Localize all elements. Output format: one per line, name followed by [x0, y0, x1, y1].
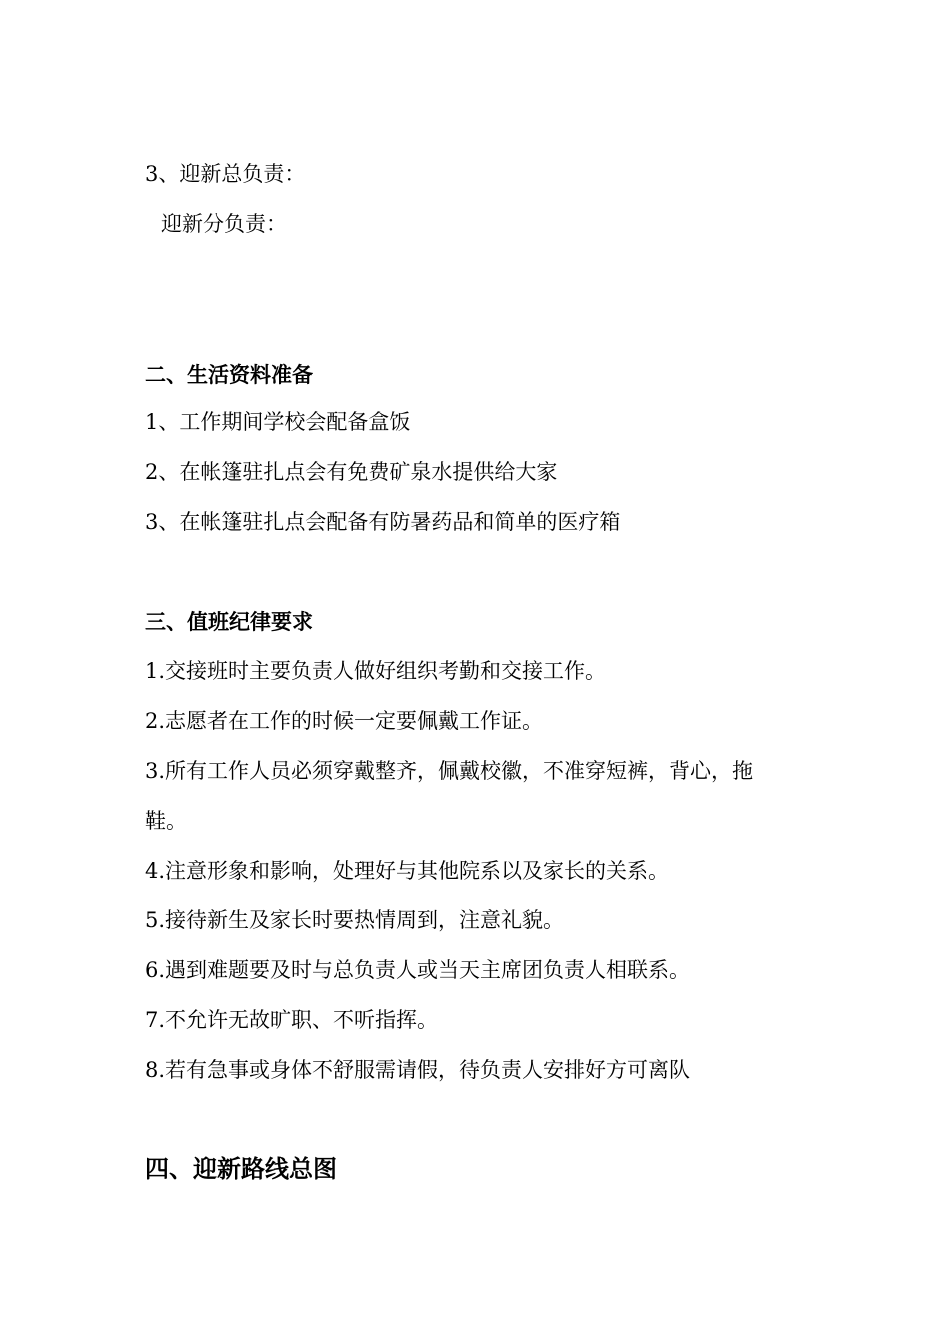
section4-heading: 四、迎新路线总图: [145, 1155, 337, 1183]
section3-item-6: 6.遇到难题要及时与总负责人或当天主席团负责人相联系。: [145, 958, 691, 982]
section3-item-3: 3.所有工作人员必须穿戴整齐，佩戴校徽，不准穿短裤，背心，拖: [145, 759, 754, 783]
section2-item-2: 2、在帐篷驻扎点会有免费矿泉水提供给大家: [145, 460, 558, 484]
section3-item-1: 1.交接班时主要负责人做好组织考勤和交接工作。: [145, 659, 607, 683]
section2-item-1: 1、工作期间学校会配备盒饭: [145, 410, 411, 434]
section3-item-8: 8.若有急事或身体不舒服需请假，待负责人安排好方可离队: [145, 1058, 691, 1082]
section1-item-3: 3、迎新总负责：: [145, 162, 306, 186]
section3-item-5: 5.接待新生及家长时要热情周到，注意礼貌。: [145, 908, 565, 932]
section2-heading: 二、生活资料准备: [145, 363, 313, 387]
section3-item-4: 4.注意形象和影响，处理好与其他院系以及家长的关系。: [145, 859, 670, 883]
section2-item-3: 3、在帐篷驻扎点会配备有防暑药品和简单的医疗箱: [145, 510, 621, 534]
section3-item-7: 7.不允许无故旷职、不听指挥。: [145, 1008, 439, 1032]
section3-item-2: 2.志愿者在工作的时候一定要佩戴工作证。: [145, 709, 544, 733]
section1-sub-line: 迎新分负责：: [161, 212, 287, 236]
section3-heading: 三、值班纪律要求: [145, 610, 313, 634]
section3-item-3-cont: 鞋。: [145, 809, 187, 833]
